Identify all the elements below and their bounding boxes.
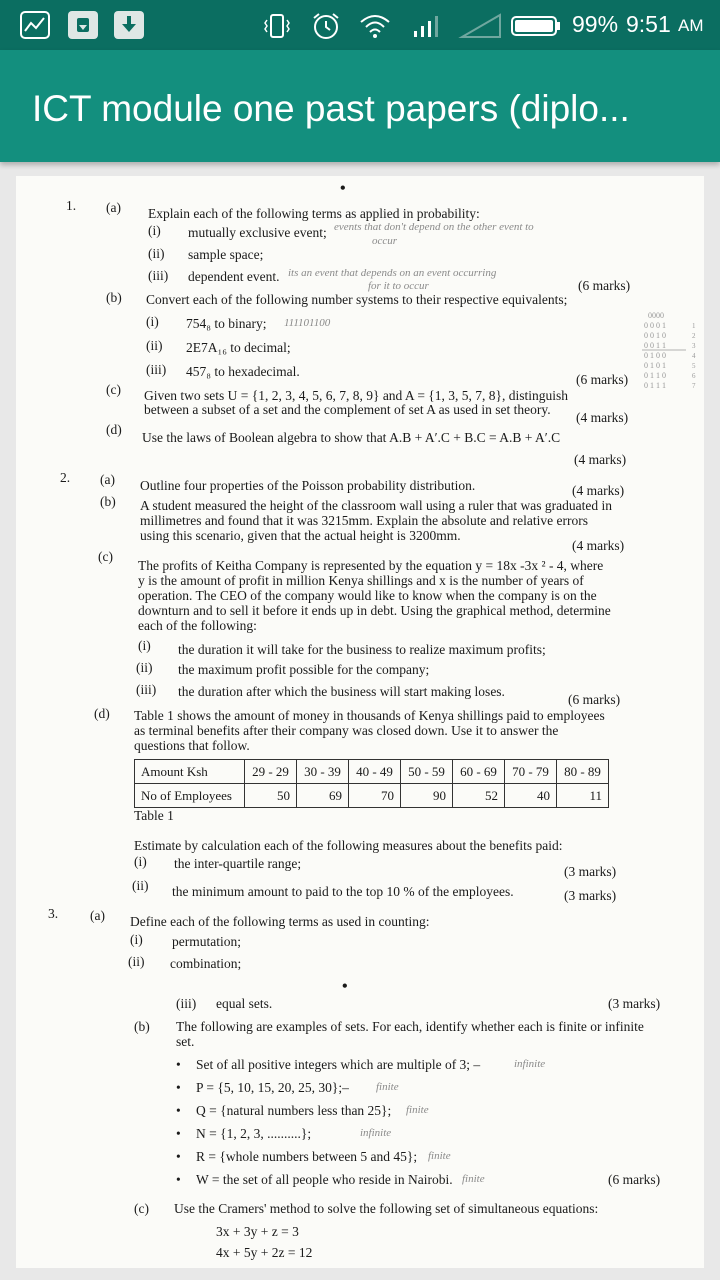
svg-text:4: 4 <box>692 352 696 360</box>
q3c-label: (c) <box>134 1201 149 1216</box>
q2d-label: (d) <box>94 706 110 721</box>
table-cell: 40 - 49 <box>349 760 401 784</box>
table-cell: 90 <box>401 784 453 808</box>
table-cell: 50 - 59 <box>401 760 453 784</box>
q1c-text-2: between a subset of a set and the complement of set A as used in set theory. <box>144 402 551 417</box>
svg-text:0 0 1 1: 0 0 1 1 <box>644 341 666 350</box>
q1b-marks: (6 marks) <box>576 372 629 387</box>
q2d-ii-roman: (ii) <box>132 878 149 893</box>
q3b-item-3: Q = {natural numbers less than 25}; <box>196 1103 392 1118</box>
q2-number: 2. <box>60 470 71 485</box>
page-break-dot: • <box>342 978 348 995</box>
clock-ampm: AM <box>678 16 704 35</box>
status-bar <box>0 0 720 50</box>
download-notification-icon <box>68 11 98 39</box>
q3a-ii-text: combination; <box>170 956 242 971</box>
q2c-i-roman: (i) <box>138 638 151 653</box>
svg-text:0 0 1 0: 0 0 1 0 <box>644 331 666 340</box>
q2c-text-3: operation. The CEO of the company would like to know when the company is on the <box>138 588 597 603</box>
bullet-icon: • <box>176 1172 181 1187</box>
q1-number: 1. <box>66 198 77 213</box>
q1b-i-text: 754₈ to binary; <box>186 316 267 331</box>
q2c-text-5: each of the following: <box>138 618 257 633</box>
q3b-item-4: N = {1, 2, 3, ..........}; <box>196 1126 312 1141</box>
gallery-notification-icon <box>20 11 50 39</box>
alarm-icon <box>310 11 340 39</box>
table-cell: 29 - 29 <box>245 760 297 784</box>
signal-strength-icon <box>408 11 448 39</box>
table-cell: 70 <box>349 784 401 808</box>
q1a-i-handwritten-note-2: occur <box>372 235 398 247</box>
q2c-ii-roman: (ii) <box>136 660 153 675</box>
q1b-iii-text: 457₈ to hexadecimal. <box>186 364 300 379</box>
battery-percent: 99% <box>572 11 619 37</box>
q1a-ii-roman: (ii) <box>148 246 165 261</box>
svg-text:0 1 1 1: 0 1 1 1 <box>644 381 666 390</box>
table-cell: 80 - 89 <box>557 760 609 784</box>
table-cell: 30 - 39 <box>297 760 349 784</box>
q1d-label: (d) <box>106 422 122 437</box>
table-header-cell: No of Employees <box>135 784 245 808</box>
q1a-marks: (6 marks) <box>578 278 631 293</box>
table-cell: 40 <box>505 784 557 808</box>
q3b-item-5: R = {whole numbers between 5 and 45}; <box>196 1149 418 1164</box>
benefits-table <box>134 759 609 808</box>
bullet-icon: • <box>176 1103 181 1118</box>
q1b-iii-roman: (iii) <box>146 362 167 377</box>
document-title: ICT module one past papers (diplo... <box>32 88 630 129</box>
q3a-i-roman: (i) <box>130 932 143 947</box>
q1b-i-roman: (i) <box>146 314 159 329</box>
q2b-text-1: A student measured the height of the classroom wall using a ruler that was graduated in <box>140 498 612 513</box>
svg-text:5: 5 <box>692 362 696 370</box>
q3b-text-2: set. <box>176 1034 195 1049</box>
svg-text:0000: 0000 <box>648 311 664 320</box>
svg-text:6: 6 <box>692 372 696 380</box>
q3b-item-2-handwritten: finite <box>376 1081 399 1093</box>
q1b-text: Convert each of the following number systems to their respective equivalents; <box>146 292 568 307</box>
q1c-marks: (4 marks) <box>576 410 629 425</box>
q1a-iii-handwritten-note: its an event that depends on an event occurring <box>288 267 497 279</box>
q1a-iii-roman: (iii) <box>148 268 169 283</box>
q2c-text-1: The profits of Keitha Company is represented by the equation y = 18x -3x ² - 4, where <box>138 558 604 573</box>
q2d-ii-text: the minimum amount to paid to the top 10 % of the employees. <box>172 884 514 899</box>
document-page[interactable] <box>16 176 704 1268</box>
q2b-text-3: using this scenario, given that the actual height is 3200mm. <box>140 528 461 543</box>
q2d-text-1: Table 1 shows the amount of money in thousands of Kenya shillings paid to employees <box>134 708 605 723</box>
q2c-text-2: y is the amount of profit in million Kenya shillings and x is the number of years of <box>138 573 584 588</box>
q1a-ii-text: sample space; <box>188 247 264 262</box>
q2c-iii-roman: (iii) <box>136 682 157 697</box>
wifi-icon <box>358 11 388 39</box>
vibrate-icon <box>262 11 292 39</box>
q1c-label: (c) <box>106 382 121 397</box>
q2a-label: (a) <box>100 472 115 487</box>
q3b-item-4-handwritten: infinite <box>360 1127 392 1139</box>
handwritten-binary-working <box>638 306 700 406</box>
clock-time: 9:51 <box>626 11 671 37</box>
svg-text:2: 2 <box>692 332 696 340</box>
svg-text:0 1 0 0: 0 1 0 0 <box>644 351 666 360</box>
q2d-i-roman: (i) <box>134 854 147 869</box>
q1a-iii-handwritten-note-2: for it to occur <box>368 280 429 292</box>
q2d-estimate-text: Estimate by calculation each of the following measures about the benefits paid: <box>134 838 563 853</box>
q3b-marks: (6 marks) <box>608 1172 661 1187</box>
q3b-item-1: Set of all positive integers which are multiple of 3; – <box>196 1057 481 1072</box>
q2d-ii-marks: (3 marks) <box>564 888 617 903</box>
svg-text:0 1 0 1: 0 1 0 1 <box>644 361 666 370</box>
bullet-icon: • <box>176 1080 181 1095</box>
table-cell: 70 - 79 <box>505 760 557 784</box>
q3b-item-6: W = the set of all people who reside in Nairobi. <box>196 1172 453 1187</box>
q3a-i-text: permutation; <box>172 934 241 949</box>
q2b-text-2: millimetres and found that it was 3215mm. Explain the absolute and relative errors <box>140 513 589 528</box>
q1a-i-roman: (i) <box>148 223 161 238</box>
svg-text:7: 7 <box>692 382 696 390</box>
bullet-icon: • <box>176 1057 181 1072</box>
q3c-text: Use the Cramers' method to solve the following set of simultaneous equations: <box>174 1201 599 1216</box>
q2d-text-2: as terminal benefits after their company was closed down. Use it to answer the <box>134 723 559 738</box>
q3a-iii-roman: (iii) <box>176 996 197 1011</box>
q1a-text: Explain each of the following terms as applied in probability: <box>148 206 480 221</box>
q3a-text: Define each of the following terms as used in counting: <box>130 914 430 929</box>
q3b-item-3-handwritten: finite <box>406 1104 429 1116</box>
q2c-i-text: the duration it will take for the business to realize maximum profits; <box>178 642 546 657</box>
q3b-label: (b) <box>134 1019 150 1034</box>
page-dot: • <box>340 180 346 197</box>
q1b-i-handwritten-answer: 111101100 <box>284 317 331 329</box>
battery-icon <box>510 11 562 39</box>
q3b-item-5-handwritten: finite <box>428 1150 451 1162</box>
svg-text:0 1 1 0: 0 1 1 0 <box>644 371 666 380</box>
table-cell: 69 <box>297 784 349 808</box>
q2c-label: (c) <box>98 549 113 564</box>
q1a-i-text: mutually exclusive event; <box>188 225 327 240</box>
q1d-marks: (4 marks) <box>574 452 627 467</box>
q3c-equation-1: 3x + 3y + z = 3 <box>216 1224 299 1239</box>
q2c-marks: (6 marks) <box>568 692 621 707</box>
q2d-i-marks: (3 marks) <box>564 864 617 879</box>
q1b-label: (b) <box>106 290 122 305</box>
q3c-equation-2: 4x + 5y + 2z = 12 <box>216 1245 313 1260</box>
bullet-icon: • <box>176 1149 181 1164</box>
q3a-label: (a) <box>90 908 105 923</box>
q2d-text-3: questions that follow. <box>134 738 250 753</box>
table-cell: 60 - 69 <box>453 760 505 784</box>
q1a-iii-text: dependent event. <box>188 269 280 284</box>
table-row <box>135 784 609 808</box>
q2a-marks: (4 marks) <box>572 483 625 498</box>
q3a-ii-roman: (ii) <box>128 954 145 969</box>
q1b-ii-roman: (ii) <box>146 338 163 353</box>
q2b-marks: (4 marks) <box>572 538 625 553</box>
q2b-label: (b) <box>100 494 116 509</box>
q1b-ii-text: 2E7A₁₆ to decimal; <box>186 340 291 355</box>
table-cell: 52 <box>453 784 505 808</box>
q3b-item-2: P = {5, 10, 15, 20, 25, 30};– <box>196 1080 349 1095</box>
q2c-text-4: downturn and to sell it before it ends up in debt. Using the graphical method, determine <box>138 603 611 618</box>
svg-text:1: 1 <box>692 322 696 330</box>
svg-text:3: 3 <box>692 342 696 350</box>
q3b-item-6-handwritten: finite <box>462 1173 485 1185</box>
no-sim-signal-icon <box>458 11 504 39</box>
q3b-text-1: The following are examples of sets. For each, identify whether each is finite or infinite <box>176 1019 644 1034</box>
q1a-label: (a) <box>106 200 121 215</box>
table-cell: 11 <box>557 784 609 808</box>
q2d-i-text: the inter-quartile range; <box>174 856 302 871</box>
bullet-icon: • <box>176 1126 181 1141</box>
table-header-cell: Amount Ksh <box>135 760 245 784</box>
app-bar <box>0 50 720 162</box>
svg-text:0 0 0 1: 0 0 0 1 <box>644 321 666 330</box>
q1a-i-handwritten-note: events that don't depend on the other event to <box>334 221 534 233</box>
q1c-text-1: Given two sets U = {1, 2, 3, 4, 5, 6, 7, 8, 9} and A = {1, 3, 5, 7, 8}, distinguish <box>144 388 569 403</box>
q3-number: 3. <box>48 906 59 921</box>
q1d-text: Use the laws of Boolean algebra to show that A.B + A′.C + B.C = A.B + A′.C <box>142 430 561 445</box>
download-complete-icon <box>114 11 144 39</box>
q2c-ii-text: the maximum profit possible for the company; <box>178 662 430 677</box>
q2a-text: Outline four properties of the Poisson probability distribution. <box>140 478 476 493</box>
table-row <box>135 760 609 784</box>
table-caption: Table 1 <box>134 808 174 823</box>
q2c-iii-text: the duration after which the business will start making loses. <box>178 684 505 699</box>
q3a-marks: (3 marks) <box>608 996 661 1011</box>
table-cell: 50 <box>245 784 297 808</box>
q3b-item-1-handwritten: infinite <box>514 1058 546 1070</box>
q3a-iii-text: equal sets. <box>216 996 273 1011</box>
